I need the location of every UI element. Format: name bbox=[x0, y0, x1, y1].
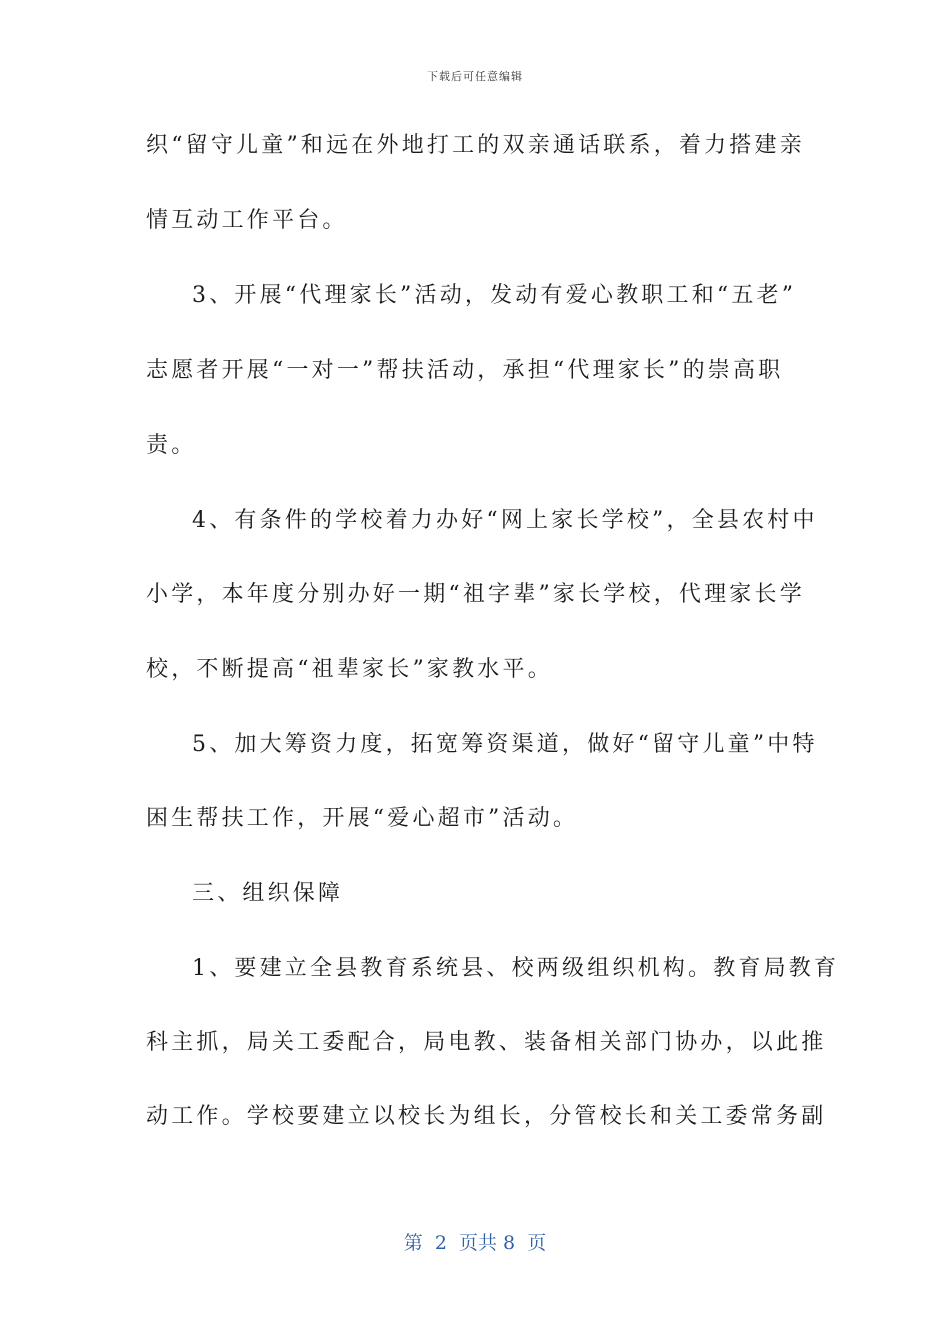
body-line: 5、加大筹资力度，拓宽筹资渠道，做好“留守儿童”中特 bbox=[192, 732, 818, 757]
body-line: 校，不断提高“祖辈家长”家教水平。 bbox=[146, 657, 553, 682]
page-number-footer: 第 2 页共 8 页 bbox=[403, 1232, 547, 1254]
body-line: 3、开展“代理家长”活动，发动有爱心教职工和“五老” bbox=[192, 283, 797, 308]
section-heading: 三、组织保障 bbox=[192, 881, 344, 906]
body-line: 小学，本年度分别办好一期“祖字辈”家长学校，代理家长学 bbox=[146, 582, 805, 607]
body-line: 1、要建立全县教育系统县、校两级组织机构。教育局教育 bbox=[192, 956, 840, 981]
body-line: 责。 bbox=[146, 433, 197, 458]
body-line: 困生帮扶工作，开展“爱心超市”活动。 bbox=[146, 806, 579, 831]
body-line: 情互动工作平台。 bbox=[146, 208, 348, 233]
body-line: 科主抓，局关工委配合，局电教、装备相关部门协办，以此推 bbox=[146, 1030, 827, 1055]
body-line: 志愿者开展“一对一”帮扶活动，承担“代理家长”的崇高职 bbox=[146, 358, 784, 383]
header-note: 下载后可任意编辑 bbox=[427, 70, 523, 83]
body-line: 织“留守儿童”和远在外地打工的双亲通话联系，着力搭建亲 bbox=[146, 133, 805, 158]
body-line: 动工作。学校要建立以校长为组长，分管校长和关工委常务副 bbox=[146, 1104, 827, 1129]
body-line: 4、有条件的学校着力办好“网上家长学校”，全县农村中 bbox=[192, 508, 818, 533]
